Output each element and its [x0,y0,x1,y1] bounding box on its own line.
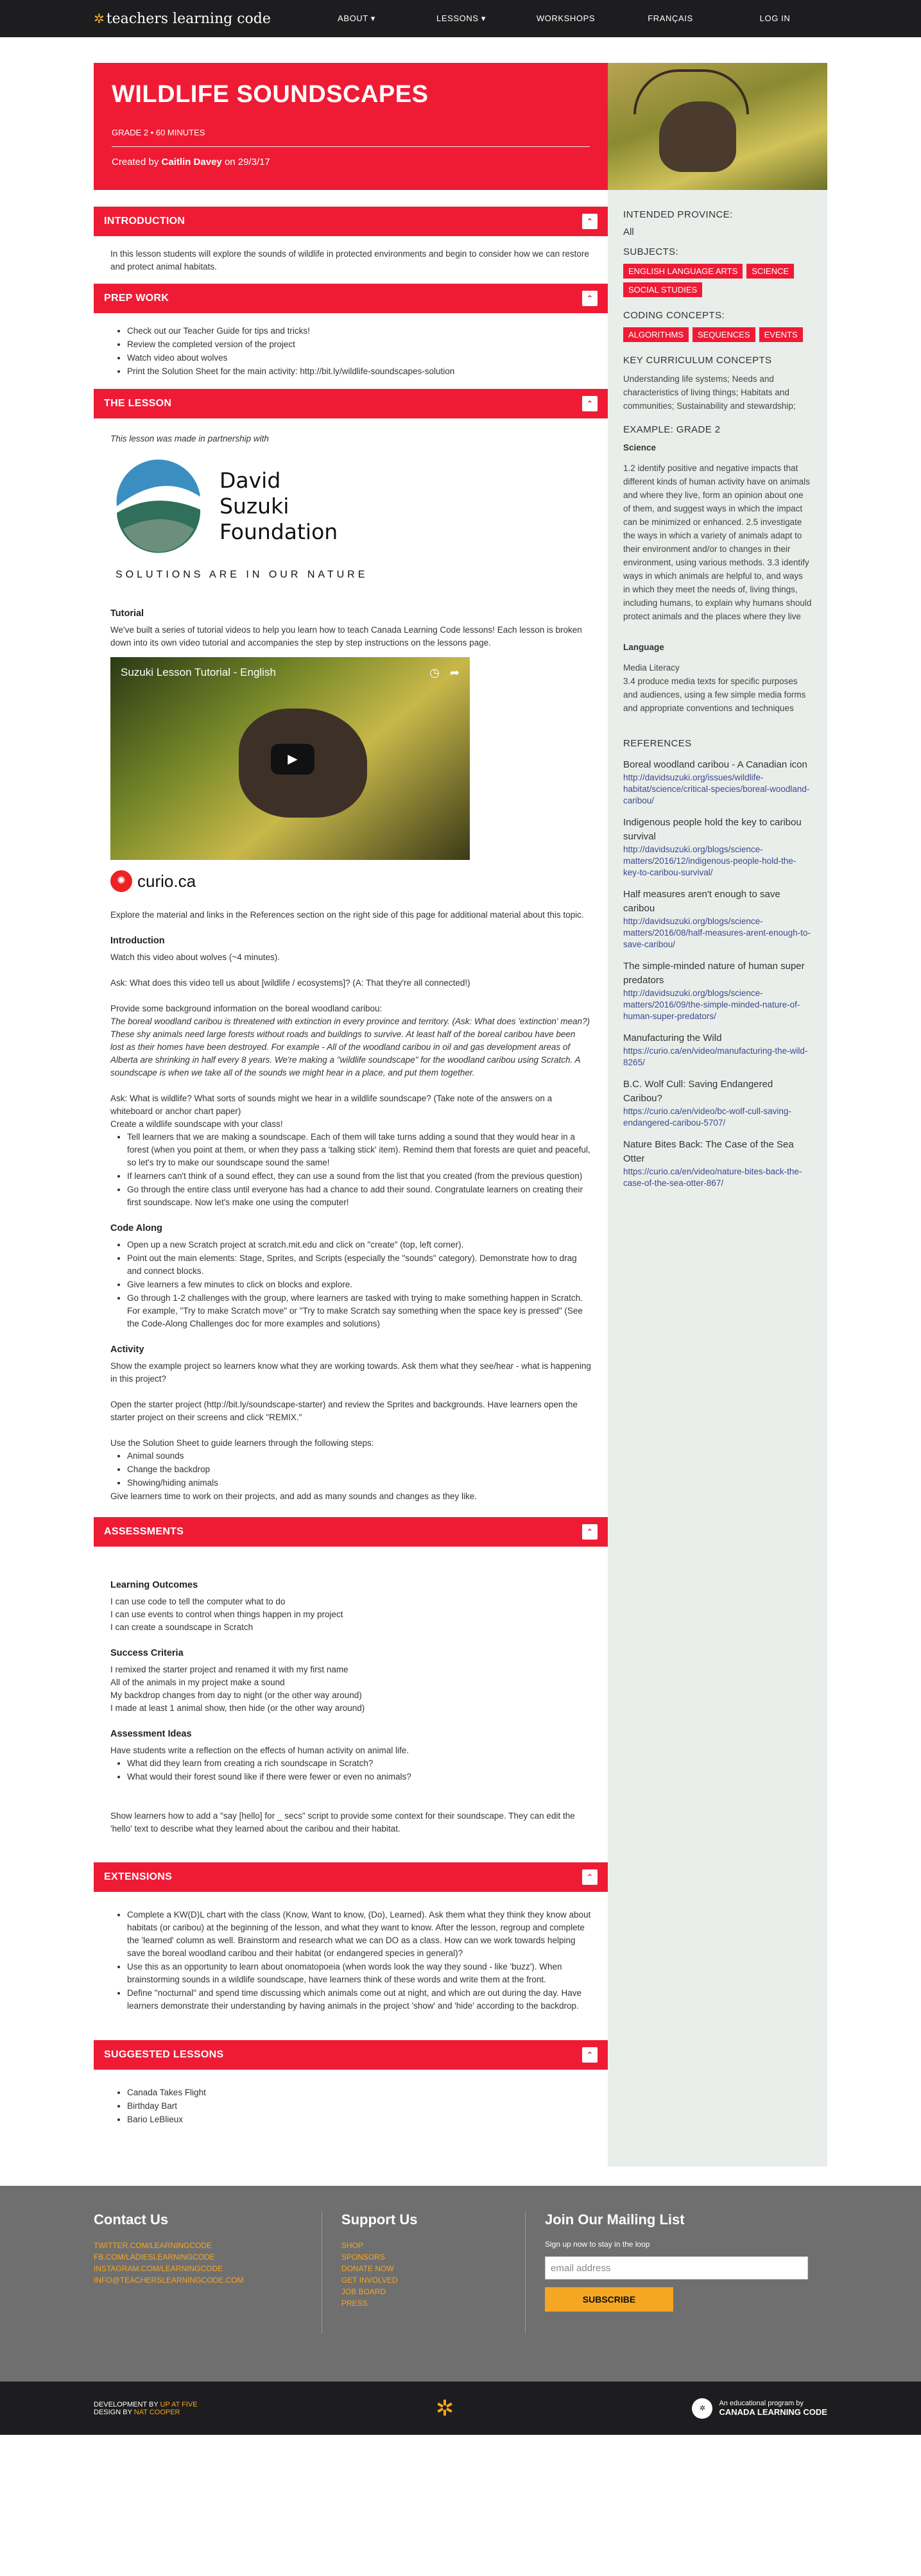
tutorial-text: We've built a series of tutorial videos to help you learn how to teach Canada Learning Code lessons! Each lesson is broken down into its own video tutorial and accompanies the step by step instructions on the lessons page. [110,625,582,648]
design-link[interactable]: NAT COOPER [133,2408,180,2416]
prep-list [110,325,591,378]
play-icon[interactable]: ▶ [271,744,314,775]
collapse-icon: ⌃ [582,214,598,229]
lesson-content: INTRODUCTION ⌃ In this lesson students will explore the sounds of wildlife in protected environments and begin to consider how we can restore and protect animal habitats. PREP WORK ⌃ • Check out our Teacher Guide for tips and tricks! • Review the completed version of the project • Watch video about wolves • Print the Solution Sheet for the main activity: http://bit.ly/wildlife-soundscapes-solution THE LESSON ⌃ This lesson was made in partnership with David Suzuki Foundation SOLUTIONS ARE IN OUR NATURE Tutorial We've built a series of tutorial videos to help you learn how to teach Canada Learning Code lessons! Each lesson is broken down into its own video tutorial and accompanies the step by step instructions on the lessons page. Suzuki Lesson Tutorial - English ◷ ➦ ▶ ✺ curio.ca Explore the material and links in the References section on the right side of this page for additional material about this topic. Introduction Watch this video about wolves (~4 minutes). Ask: What does this video tell us about [wildlife / ecosystems]? (A: That they're all connected!) Provide some background information on the boreal woodland caribou: The boreal woodland caribou is threatened with extinction in every province and territory. (Ask: What does 'extinction' mean?) These shy animals need large forests without roads and buildings to survive. At least half of the boreal caribou have been lost as their homes have been destroyed. For example - All of the woodland caribou in oil and gas development areas of Alberta are shrinking in half every 8 years. We're making a "wildlife soundscape" for the woodland caribou using Scratch. A soundscape is when we take all of the sounds we might hear in a place, and put them together. Ask: What is wildlife? What sorts of sounds might we hear in a wildlife soundscape? (Take note of the answers on a whiteboard or anchor chart paper) Create a wildlife soundscape with your class! • Tell learners that we are making a soundscape. Each of them will take turns adding a sound that they would hear in a forest (when you point at them, or when they pass a 'talking stick' item). Remind them that forests are quiet and peaceful, so let's try to make our soundscape sound the same! • If learners can't think of a sound effect, they can use a sound from the list that you created (from the previous question) • Go through the entire class until everyone has had a chance to add their sound. Congratulate learners on creating their first soundscape. Now let's make one using the computer! Code Along • Open up a new Scratch project at scratch.mit.edu and click on "create" (top, left corner). • Point out the main elements: Stage, Sprites, and Scripts (especially the "sounds" category). Demonstrate how to drag and connect blocks. • Give learners a few minutes to click on blocks and explore. • Go through 1-2 challenges with the group, where learners are tasked with trying to make something happen in Scratch. For example, "Try to make Scratch move" or "Try to make Scratch say something when the space key is pressed" (See the Code-Along Challenges doc for more examples and solutions) Activity Show the example project so learners know what they are working towards. Ask them what they see/hear - what is happening in this project? Open the starter project (http://bit.ly/soundscape-starter) and review the Sprites and backgrounds. Have learners open the starter project on their screens and click "REMIX." Use the Solution Sheet to guide learners through the following steps: • Animal sounds • Change the backdrop • Showing/hiding animals Give learners time to work on their projects, and add as many sounds and changes as they like. ASSESSMENTS ⌃ Learning Outcomes I can use code to tell the computer what to do I can use events to control when things happen in my project I can create a soundscape in Scratch Success Criteria I remixed the starter project and renamed it with my first name All of the animals in my project make a sound My backdrop changes from day to night (or the other way around) I made at least 1 animal show, then hide (or the other way around) Assessment Ideas Have students write a reflection on the effects of human activity on animal life. • What did they learn from creating a rich soundscape in Scratch? • What would their forest sound like if there were fewer or even no animals? Show learners how to add a "say [hello] for _ secs" script to provide some context for their soundscape. They can edit the 'hello' text to describe what they learned about the caribou and their habitat. EXTENSIONS ⌃ • Complete a KW(D)L chart with the class (Know, Want to know, (Do), Learned). Ask them what they think they know about habitats (or caribou) at the beginning of the lesson, and what they want to know. After the lesson, regroup and complete the 'learned' column as well. Brainstorm and research what we can DO as a class. How can we work towards helping save the boreal woodland caribou and their habitat (or endangered species in general)? • Use this as an opportunity to learn about onomatopoeia (when words look the way they sound - like 'buzz'). When brainstorming sounds in a wildlife soundscape, have learners think of these words and write them at the front. • Define "nocturnal" and spend time discussing which animals come out at night, and which are out during the day. Have learners demonstrate their understanding by having animals in the project 'show' and 'hide' according to the backdrop. SUGGESTED LESSONS ⌃ • Canada Takes Flight • Birthday Bart • Bario LeBlieux [94,190,608,2167]
logo-icon: ✲ [94,11,105,26]
tag[interactable]: SOCIAL STUDIES [623,282,702,297]
tag[interactable]: ALGORITHMS [623,327,689,342]
collapse-icon: ⌃ [582,396,598,411]
subject-tags [623,264,812,297]
list-item: • Review the completed version of the project [127,338,591,351]
tag[interactable]: ENGLISH LANGUAGE ARTS [623,264,743,279]
lesson-byline: Created by Caitlin Davey on 29/3/17 [112,157,270,167]
collapse-icon: ⌃ [582,2047,598,2063]
top-nav [0,0,921,37]
code-along-heading: Code Along [110,1223,162,1233]
tag[interactable]: SEQUENCES [693,327,755,342]
lesson-hero [94,63,827,190]
footer-link[interactable]: JOB BOARD [341,2287,386,2296]
site-footer: Contact Us TWITTER.COM/LEARNINGCODE FB.COM/LADIESLEARNINGCODE INSTAGRAM.COM/LEARNINGCODE INFO@TEACHERSLEARNINGCODE.COM Support Us SHOP SPONSORS DONATE NOW GET INVOLVED JOB BOARD PRESS Join Our Mailing List Sign up now to stay in the loop email address SUBSCRIBE [0,2186,921,2382]
author-link[interactable]: Caitlin Davey [161,157,222,167]
reference-link[interactable]: http://davidsuzuki.org/issues/wildlife-habitat/science/critical-species/boreal-woodland-caribou/ [623,773,810,805]
footer-link[interactable]: INFO@TEACHERSLEARNINGCODE.COM [94,2276,244,2285]
partner-note: This lesson was made in partnership with [110,434,269,443]
nav-lessons[interactable]: LESSONS ▾ [436,13,486,23]
dsf-logo: David Suzuki Foundation [110,458,591,554]
nav-francais[interactable]: FRANÇAIS [648,13,693,23]
bottom-bar: DEVELOPMENT BY UP AT FIVE DESIGN BY NAT COOPER ✲ ✲ An educational program by CANADA LEARNING CODE [0,2382,921,2435]
nav-login[interactable]: LOG IN [759,13,791,23]
subscribe-button[interactable]: SUBSCRIBE [545,2287,673,2312]
suggested-lesson-link[interactable]: • Canada Takes Flight [127,2086,591,2099]
tutorial-heading: Tutorial [110,608,144,619]
reference-link[interactable]: https://curio.ca/en/video/manufacturing-the-wild-8265/ [623,1046,808,1067]
section-extensions-header[interactable]: EXTENSIONS ⌃ [94,1862,608,1892]
dev-link[interactable]: UP AT FIVE [160,2400,198,2409]
coding-tags [623,327,812,342]
section-suggested-header[interactable]: SUGGESTED LESSONS ⌃ [94,2040,608,2070]
collapse-icon: ⌃ [582,1869,598,1885]
dsf-tagline: SOLUTIONS ARE IN OUR NATURE [116,569,368,580]
section-assessments-header[interactable]: ASSESSMENTS ⌃ [94,1517,608,1547]
section-lesson-header[interactable]: THE LESSON ⌃ [94,389,608,418]
dsf-emblem-icon [110,458,207,554]
site-logo[interactable]: ✲ teachers learning code [94,10,271,27]
reference-link[interactable]: https://curio.ca/en/video/nature-bites-back-the-case-of-the-sea-otter-867/ [623,1167,802,1188]
footer-link[interactable]: PRESS [341,2299,368,2308]
footer-link[interactable]: GET INVOLVED [341,2276,398,2285]
curio-logo: ✺ curio.ca [110,870,591,892]
reference-list: Boreal woodland caribou - A Canadian icon http://davidsuzuki.org/issues/wildlife-habitat/science/critical-species/boreal-woodland-caribou/ Indigenous people hold the key to caribou survival http://davidsuzuki.org/blogs/science-matters/2016/12/indigenous-people-hold-the-key-to-caribou-survival/ Half measures aren't enough to save caribou http://davidsuzuki.org/blogs/science-matters/2016/08/half-measures-arent-enough-to-save-caribou/ The simple-minded nature of human super predators http://davidsuzuki.org/blogs/science-matters/2016/09/the-simple-minded-nature-of-human-super-predators/ Manufacturing the Wild https://curio.ca/en/video/manufacturing-the-wild-8265/ B.C. Wolf Cull: Saving Endangered Caribou? https://curio.ca/en/video/bc-wolf-cull-saving-endangered-caribou-5707/ Nature Bites Back: The Case of the Sea Otter https://curio.ca/en/video/nature-bites-back-the-case-of-the-sea-otter-867/ [623,758,812,1189]
list-item: • Check out our Teacher Guide for tips and tricks! [127,325,591,338]
footer-link[interactable]: TWITTER.COM/LEARNINGCODE [94,2241,212,2250]
section-introduction-header[interactable]: INTRODUCTION ⌃ [94,207,608,236]
explore-text: Explore the material and links in the References section on the right side of this page for additional material about this topic. [110,910,584,920]
tag[interactable]: EVENTS [759,327,803,342]
introduction-heading: Introduction [110,936,165,946]
lesson-title: WILDLIFE SOUNDSCAPES [112,81,429,108]
reference-link[interactable]: http://davidsuzuki.org/blogs/science-matters/2016/12/indigenous-people-hold-the-key-to-caribou-survival/ [623,845,796,877]
share-icon[interactable]: ➦ [449,666,460,679]
footer-link[interactable]: INSTAGRAM.COM/LEARNINGCODE [94,2264,223,2273]
section-prep-header[interactable]: PREP WORK ⌃ [94,284,608,313]
email-input[interactable]: email address [545,2256,808,2280]
cbc-icon: ✺ [110,870,132,892]
footer-link[interactable]: FB.COM/LADIESLEARNINGCODE [94,2253,215,2262]
collapse-icon: ⌃ [582,291,598,306]
reference-link[interactable]: http://davidsuzuki.org/blogs/science-matters/2016/09/the-simple-minded-nature-of-human-super-predators/ [623,988,800,1021]
footer-link[interactable]: DONATE NOW [341,2264,394,2273]
suggested-lesson-link[interactable]: • Birthday Bart [127,2100,591,2113]
footer-link[interactable]: SHOP [341,2241,363,2250]
footer-link[interactable]: SPONSORS [341,2253,385,2262]
nav-workshops[interactable]: WORKSHOPS [536,13,596,23]
tag[interactable]: SCIENCE [746,264,794,279]
activity-heading: Activity [110,1344,144,1355]
tutorial-video[interactable]: Suzuki Lesson Tutorial - English ◷ ➦ ▶ [110,657,470,860]
reference-link[interactable]: https://curio.ca/en/video/bc-wolf-cull-saving-endangered-caribou-5707/ [623,1106,791,1128]
list-item: • Print the Solution Sheet for the main activity: http://bit.ly/wildlife-soundscapes-solution [127,365,591,378]
clc-icon: ✲ [692,2398,712,2419]
center-logo-icon: ✲ [435,2396,454,2421]
reference-link[interactable]: http://davidsuzuki.org/blogs/science-matters/2016/08/half-measures-arent-enough-to-save-caribou/ [623,916,811,949]
collapse-icon: ⌃ [582,1524,598,1540]
caribou-image [608,63,827,190]
nav-about[interactable]: ABOUT ▾ [338,13,375,23]
main-menu [304,13,827,24]
list-item: • Watch video about wolves [127,352,591,365]
clock-icon[interactable]: ◷ [429,666,440,679]
suggested-lesson-link[interactable]: • Bario LeBlieux [127,2113,591,2126]
lesson-sidebar: INTENDED PROVINCE: All SUBJECTS: ENGLISH LANGUAGE ARTS SCIENCE SOCIAL STUDIES CODING CONCEPTS: ALGORITHMS SEQUENCES EVENTS KEY CURRICULUM CONCEPTS Understanding life systems; Needs and characteristics of living things; Habitats and communities; Sustainability and stewardship; EXAMPLE: GRADE 2 Science 1.2 identify positive and negative impacts that different kinds of human activity have on animals and where they live, form an opinion about one of them, and suggest ways in which the impact can be minimized or enhanced. 2.5 investigate the ways in which a variety of animals adapt to their environment and/or to changes in their environment, using various methods. 3.3 identify ways in which animals are helpful to, and ways in which they meet the needs of, living things, including humans, to explain why humans should protect animals and the places where they live Language Media Literacy 3.4 produce media texts for specific purposes and audiences, using a few simple media forms and appropriate conventions and techniques REFERENCES Boreal woodland caribou - A Canadian icon http://davidsuzuki.org/issues/wildlife-habitat/science/critical-species/boreal-woodland-caribou/ Indigenous people hold the key to caribou survival http://davidsuzuki.org/blogs/science-matters/2016/12/indigenous-people-hold-the-key-to-caribou-survival/ Half measures aren't enough to save caribou http://davidsuzuki.org/blogs/science-matters/2016/08/half-measures-arent-enough-to-save-caribou/ The simple-minded nature of human super predators http://davidsuzuki.org/blogs/science-matters/2016/09/the-simple-minded-nature-of-human-super-predators/ Manufacturing the Wild https://curio.ca/en/video/manufacturing-the-wild-8265/ B.C. Wolf Cull: Saving Endangered Caribou? https://curio.ca/en/video/bc-wolf-cull-saving-endangered-caribou-5707/ Nature Bites Back: The Case of the Sea Otter https://curio.ca/en/video/nature-bites-back-the-case-of-the-sea-otter-867/ [608,190,827,2167]
lesson-meta: GRADE 2 • 60 MINUTES [112,128,590,147]
intro-text: In this lesson students will explore the sounds of wildlife in protected environments and begin to consider how we can restore and protect animal habitats. [110,249,589,271]
